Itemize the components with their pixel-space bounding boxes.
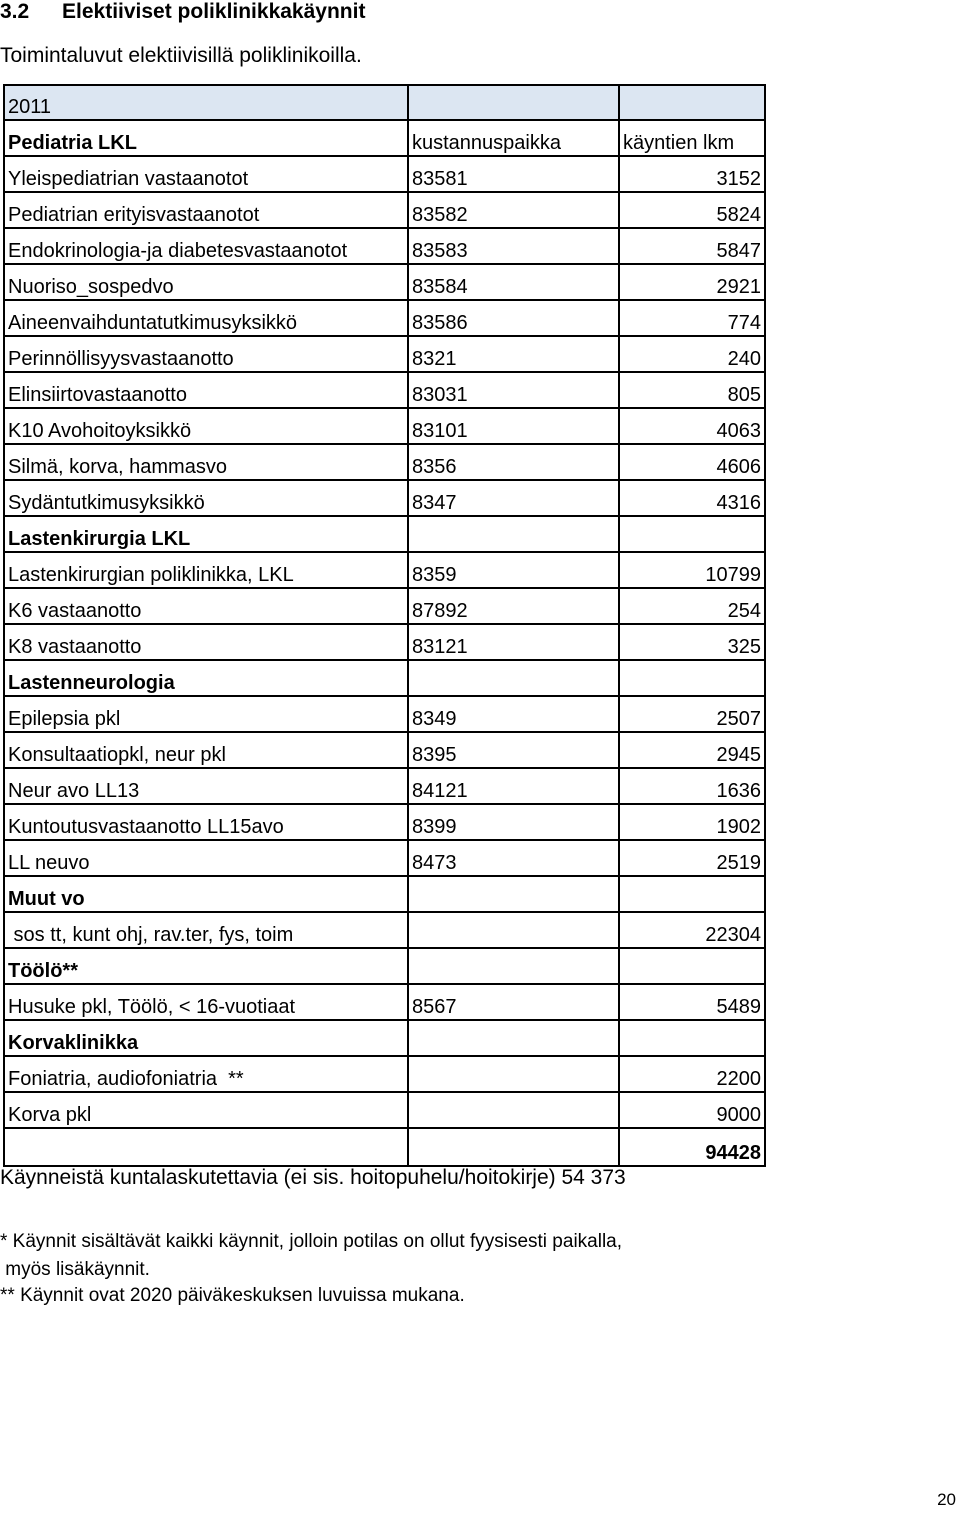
page-number: 20: [937, 1490, 956, 1509]
table-row: [4, 192, 765, 228]
header-unit: Pediatria LKL: [4, 120, 408, 156]
row-visits: 9000: [619, 1092, 765, 1128]
row-visits: 325: [619, 624, 765, 660]
row-visits: 4063: [619, 408, 765, 444]
row-label: Konsultaatiopkl, neur pkl: [4, 732, 408, 768]
table-row: [4, 696, 765, 732]
row-visits: 2945: [619, 732, 765, 768]
row-visits: 240: [619, 336, 765, 372]
row-label: Muut vo: [4, 876, 408, 912]
row-visits: 2200: [619, 1056, 765, 1092]
group-header-row: [4, 1020, 765, 1056]
row-label: Töölö**: [4, 948, 408, 984]
group-header-row: [4, 516, 765, 552]
year-cell: 2011: [4, 85, 408, 120]
header-visits: käyntien lkm: [619, 120, 765, 156]
table-row: [4, 768, 765, 804]
total-empty-cell: [408, 1128, 619, 1166]
year-row: [4, 85, 765, 120]
table-row: [4, 156, 765, 192]
row-visits: 2507: [619, 696, 765, 732]
row-visits: 5824: [619, 192, 765, 228]
row-label: Nuoriso_sospedvo: [4, 264, 408, 300]
row-cost-center: [408, 1092, 619, 1128]
row-visits: [619, 516, 765, 552]
footnote-2: ** Käynnit ovat 2020 päiväkeskuksen luvuissa mukana.: [0, 1285, 465, 1306]
row-label: Sydäntutkimusyksikkö: [4, 480, 408, 516]
row-label: K10 Avohoitoyksikkö: [4, 408, 408, 444]
row-cost-center: 8347: [408, 480, 619, 516]
row-label: Elinsiirtovastaanotto: [4, 372, 408, 408]
row-label: K8 vastaanotto: [4, 624, 408, 660]
row-cost-center: [408, 876, 619, 912]
row-cost-center: 87892: [408, 588, 619, 624]
section-title: Elektiiviset poliklinikkakäynnit: [62, 0, 366, 23]
row-visits: 3152: [619, 156, 765, 192]
row-label: sos tt, kunt ohj, rav.ter, fys, toim: [4, 912, 408, 948]
table-row: [4, 624, 765, 660]
row-cost-center: 8359: [408, 552, 619, 588]
section-heading: [0, 0, 365, 24]
visits-table: [3, 84, 766, 1167]
row-label: Endokrinologia-ja diabetesvastaanotot: [4, 228, 408, 264]
row-cost-center: [408, 1020, 619, 1056]
table-row: [4, 264, 765, 300]
row-label: Husuke pkl, Töölö, < 16-vuotiaat: [4, 984, 408, 1020]
row-visits: 774: [619, 300, 765, 336]
row-cost-center: 83583: [408, 228, 619, 264]
row-label: Pediatrian erityisvastaanotot: [4, 192, 408, 228]
row-label: Korva pkl: [4, 1092, 408, 1128]
table-row: [4, 228, 765, 264]
row-visits: [619, 876, 765, 912]
row-label: LL neuvo: [4, 840, 408, 876]
row-cost-center: 8349: [408, 696, 619, 732]
row-label: Aineenvaihduntatutkimusyksikkö: [4, 300, 408, 336]
row-cost-center: [408, 1056, 619, 1092]
row-visits: [619, 660, 765, 696]
row-cost-center: 84121: [408, 768, 619, 804]
row-label: Yleispediatrian vastaanotot: [4, 156, 408, 192]
row-cost-center: [408, 948, 619, 984]
row-visits: 4316: [619, 480, 765, 516]
table-row: [4, 804, 765, 840]
table-row: [4, 300, 765, 336]
table-row: [4, 552, 765, 588]
footnote-1-line-2: myös lisäkäynnit.: [0, 1259, 150, 1280]
row-label: Lastenkirurgian poliklinikka, LKL: [4, 552, 408, 588]
row-visits: 22304: [619, 912, 765, 948]
year-empty-cell: [619, 85, 765, 120]
row-cost-center: [408, 516, 619, 552]
row-visits: 805: [619, 372, 765, 408]
total-row: [4, 1128, 765, 1166]
row-label: Lastenkirurgia LKL: [4, 516, 408, 552]
row-cost-center: 83121: [408, 624, 619, 660]
section-number: 3.2: [0, 0, 30, 23]
row-cost-center: 8356: [408, 444, 619, 480]
row-cost-center: 8567: [408, 984, 619, 1020]
row-visits: 2519: [619, 840, 765, 876]
row-cost-center: 8395: [408, 732, 619, 768]
table-row: [4, 372, 765, 408]
table-row: [4, 480, 765, 516]
row-visits: 5489: [619, 984, 765, 1020]
row-label: Lastenneurologia: [4, 660, 408, 696]
row-label: Silmä, korva, hammasvo: [4, 444, 408, 480]
row-visits: 10799: [619, 552, 765, 588]
table-row: [4, 840, 765, 876]
table-row: [4, 444, 765, 480]
table-row: [4, 336, 765, 372]
row-visits: [619, 1020, 765, 1056]
footnote-1: [0, 1228, 622, 1284]
row-cost-center: 83031: [408, 372, 619, 408]
summary-text: Käynneistä kuntalaskutettavia (ei sis. hoitopuhelu/hoitokirje) 54 373: [0, 1166, 626, 1189]
row-label: Kuntoutusvastaanotto LL15avo: [4, 804, 408, 840]
group-header-row: [4, 948, 765, 984]
row-cost-center: 83584: [408, 264, 619, 300]
row-label: Perinnöllisyysvastaanotto: [4, 336, 408, 372]
row-label: Foniatria, audiofoniatria **: [4, 1056, 408, 1092]
row-cost-center: 8321: [408, 336, 619, 372]
row-cost-center: 8473: [408, 840, 619, 876]
row-visits: [619, 948, 765, 984]
row-cost-center: 8399: [408, 804, 619, 840]
year-empty-cell: [408, 85, 619, 120]
total-empty-cell: [4, 1128, 408, 1166]
row-cost-center: 83582: [408, 192, 619, 228]
group-header-row: [4, 660, 765, 696]
row-cost-center: [408, 912, 619, 948]
total-value: 94428: [619, 1128, 765, 1166]
row-label: Korvaklinikka: [4, 1020, 408, 1056]
row-cost-center: [408, 660, 619, 696]
row-visits: 4606: [619, 444, 765, 480]
header-cost-center: kustannuspaikka: [408, 120, 619, 156]
table-row: [4, 732, 765, 768]
visits-table-body: [4, 85, 765, 1166]
table-row: [4, 1056, 765, 1092]
row-visits: 5847: [619, 228, 765, 264]
table-row: [4, 408, 765, 444]
table-row: [4, 1092, 765, 1128]
row-cost-center: 83586: [408, 300, 619, 336]
section-intro: Toimintaluvut elektiivisillä poliklinikoilla.: [0, 44, 362, 67]
row-label: K6 vastaanotto: [4, 588, 408, 624]
footnote-1-line-1: * Käynnit sisältävät kaikki käynnit, jolloin potilas on ollut fyysisesti paikalla,: [0, 1231, 623, 1252]
row-cost-center: 83581: [408, 156, 619, 192]
table-row: [4, 984, 765, 1020]
row-visits: 2921: [619, 264, 765, 300]
row-visits: 1902: [619, 804, 765, 840]
row-label: Epilepsia pkl: [4, 696, 408, 732]
row-label: Neur avo LL13: [4, 768, 408, 804]
header-row: [4, 120, 765, 156]
table-row: [4, 588, 765, 624]
row-cost-center: 83101: [408, 408, 619, 444]
table-row: [4, 912, 765, 948]
group-header-row: [4, 876, 765, 912]
row-visits: 254: [619, 588, 765, 624]
row-visits: 1636: [619, 768, 765, 804]
